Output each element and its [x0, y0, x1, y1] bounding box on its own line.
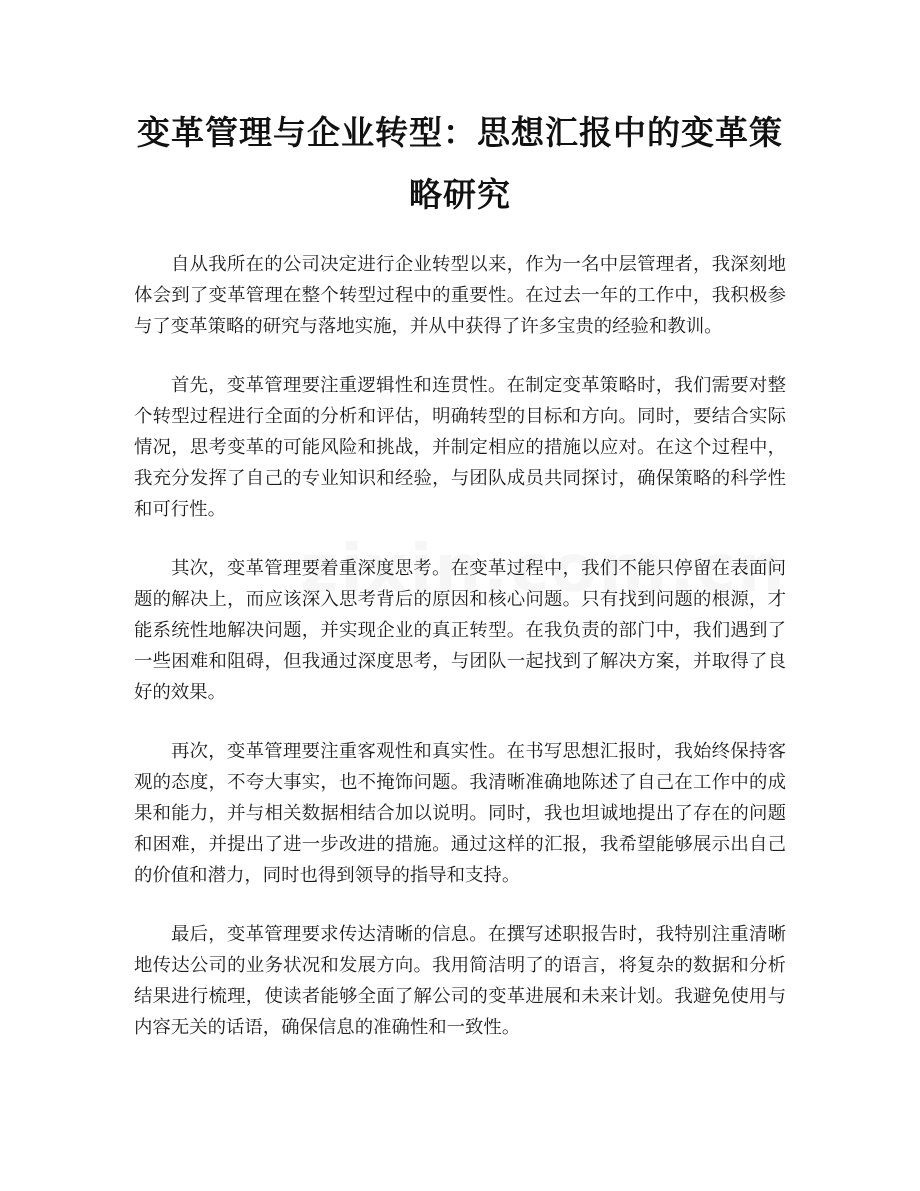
title-line-1: 变革管理与企业转型：思想汇报中的变革策	[137, 113, 783, 152]
paragraph-final-point: 最后，变革管理要求传达清晰的信息。在撰写述职报告时，我特别注重清晰地传达公司的业务状况和发展方向。我用简洁明了的语言，将复杂的数据和分析结果进行梳理，使读者能够全面了解公司的变革进展和未来计划。我避免使用与内容无关的话语，确保信息的准确性和一致性。	[134, 923, 786, 1039]
document-body	[134, 249, 786, 1070]
paragraph-first-point: 首先，变革管理要注重逻辑性和连贯性。在制定变革策略时，我们需要对整个转型过程进行全面的分析和评估，明确转型的目标和方向。同时，要结合实际情况，思考变革的可能风险和挑战，并制定相应的措施以应对。在这个过程中，我充分发挥了自己的专业知识和经验，与团队成员共同探讨，确保策略的科学性和可行性。	[134, 374, 786, 521]
title-line-2: 略研究	[409, 175, 511, 214]
paragraph-intro: 自从我所在的公司决定进行企业转型以来，作为一名中层管理者，我深刻地体会到了变革管理在整个转型过程中的重要性。在过去一年的工作中，我积极参与了变革策略的研究与落地实施，并从中获得了许多宝贵的经验和教训。	[134, 254, 786, 338]
document-title	[130, 102, 790, 226]
paragraph-second-point: 其次，变革管理要着重深度思考。在变革过程中，我们不能只停留在表面问题的解决上，而应该深入思考背后的原因和核心问题。只有找到问题的根源，才能系统性地解决问题，并实现企业的真正转型。在我负责的部门中，我们遇到了一些困难和阻碍，但我通过深度思考，与团队一起找到了解决方案，并取得了良好的效果。	[134, 557, 786, 704]
paragraph-third-point: 再次，变革管理要注重客观性和真实性。在书写思想汇报时，我始终保持客观的态度，不夸大事实，也不掩饰问题。我清晰准确地陈述了自己在工作中的成果和能力，并与相关数据相结合加以说明。同时，我也坦诚地提出了存在的问题和困难，并提出了进一步改进的措施。通过这样的汇报，我希望能够展示出自己的价值和潜力，同时也得到领导的指导和支持。	[134, 740, 786, 887]
